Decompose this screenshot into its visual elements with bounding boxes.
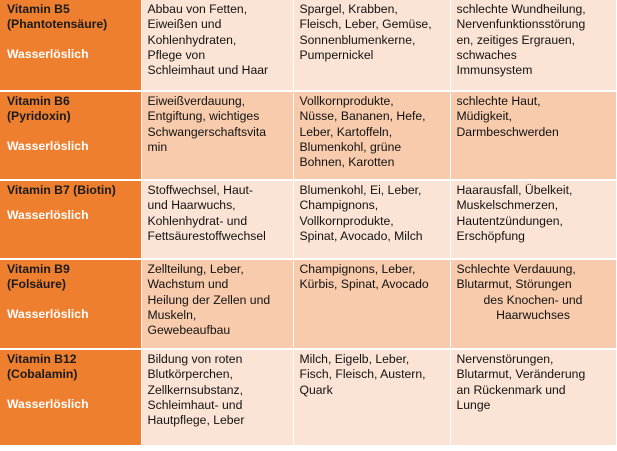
function-cell [141,91,293,180]
vitamin-name-cell [0,91,141,180]
sources-line: Spinat, Avocado, Milch [299,228,423,243]
sources-line: Leber, Kartoffeln, [299,124,393,139]
deficiency-cell [450,91,616,180]
sources-line: Blumenkohl, grüne [299,139,402,154]
sources-line: Fleisch, Leber, Gemüse, [299,17,432,32]
deficiency-cell [450,0,616,91]
deficiency-line: Erschöpfung [456,228,525,243]
function-line: Zellkernsubstanz, [147,382,244,397]
deficiency-line: schwaches [456,47,517,62]
function-line: Schleimhaut und Haar [147,63,269,78]
vitamin-name: Vitamin B6 [7,94,70,108]
solubility-label: Wasserlöslich [7,396,89,411]
function-line: Schwangerschaftsvita [147,124,267,139]
vitamin-alias: (Folsäure) [7,277,66,292]
function-line: Wachstum und [147,277,229,292]
deficiency-line: Blutarmut, Störungen [456,277,572,292]
vitamin-alias: (Pyridoxin) [7,109,71,124]
vitamin-name: Vitamin B7 (Biotin) [7,183,116,197]
deficiency-line: schlechte Wundheilung, [456,2,586,16]
solubility-label: Wasserlöslich [7,306,89,321]
function-line: Fettsäurestoffwechsel [147,228,266,243]
table-row-vitamin-b5 [0,0,616,91]
sources-line: Quark [299,382,333,397]
sources-line: Sonnenblumenkerne, [299,32,416,47]
sources-line: Bohnen, Karotten [299,155,395,170]
deficiency-line: Nervenfunktionsstörung [456,17,586,32]
vitamin-name: Vitamin B12 [7,352,77,366]
deficiency-cell [450,180,616,259]
sources-line: Champignons, [299,198,379,213]
function-line: Hautpflege, Leber [147,413,245,428]
function-line: Blutkörperchen, [147,367,233,382]
solubility-label: Wasserlöslich [7,46,89,61]
solubility-label: Wasserlöslich [7,138,89,153]
table-row-vitamin-b7 [0,180,616,259]
deficiency-line: Haarausfall, Übelkeit, [456,183,573,197]
sources-line: Vollkornprodukte, [299,213,394,228]
sources-line: Vollkornprodukte, [299,94,394,108]
function-line: Heilung der Zellen und [147,292,271,307]
function-line: Gewebeaufbau [147,323,231,338]
deficiency-line: schlechte Haut, [456,94,541,108]
sources-cell [293,0,450,91]
deficiency-line: Haarwuchses [496,307,570,322]
sources-cell [293,349,450,446]
function-cell [141,259,293,349]
table-row-vitamin-b12 [0,349,616,446]
sources-line: Nüsse, Bananen, Hefe, [299,109,426,124]
deficiency-line: des Knochen- und [483,292,583,307]
sources-line: Champignons, Leber, [299,262,416,276]
sources-line: Pumpernickel [299,47,374,62]
sources-line: Spargel, Krabben, [299,2,398,16]
function-line: Zellteilung, Leber, [147,262,244,276]
deficiency-line: Müdigkeit, [456,109,513,124]
function-line: Bildung von roten [147,352,243,366]
deficiency-line: Lunge [456,397,491,412]
function-line: Pflege von [147,47,206,62]
function-cell [141,180,293,259]
deficiency-cell [450,259,616,349]
table-row-vitamin-b9 [0,259,616,349]
deficiency-line: an Rückenmark und [456,382,566,397]
vitamin-alias: (Phantotensäure) [7,17,108,32]
function-line: Eiweißen und [147,17,222,32]
vitamin-name-cell [0,349,141,446]
deficiency-line: Immunsystem [456,63,533,78]
sources-cell [293,91,450,180]
deficiency-line: Darmbeschwerden [456,124,559,139]
deficiency-line: Schlechte Verdauung, [456,262,576,276]
vitamin-name-cell [0,180,141,259]
function-line: Abbau von Fetten, [147,2,248,16]
deficiency-line: en, zeitiges Ergrauen, [456,32,576,47]
sources-line: Kürbis, Spinat, Avocado [299,277,429,292]
deficiency-line: Blutarmut, Veränderung [456,367,586,382]
function-line: Kohlenhydrat- und [147,213,248,228]
vitamin-name-cell [0,0,141,91]
sources-cell [293,259,450,349]
deficiency-line: Nervenstörungen, [456,352,554,366]
function-line: min [147,139,168,154]
vitamin-name-cell [0,259,141,349]
deficiency-line: Muskelschmerzen, [456,198,559,213]
solubility-label: Wasserlöslich [7,208,89,223]
sources-line: Milch, Eigelb, Leber, [299,352,410,366]
vitamin-name: Vitamin B9 [7,262,70,276]
function-cell [141,349,293,446]
deficiency-cell [450,349,616,446]
vitamin-alias: (Cobalamin) [7,367,78,382]
vitamin-name: Vitamin B5 [7,2,70,16]
function-line: und Haarwuchs, [147,198,236,213]
table-row-vitamin-b6 [0,91,616,180]
function-line: Eiweißverdauung, [147,94,246,108]
function-cell [141,0,293,91]
function-line: Entgiftung, wichtiges [147,109,260,124]
sources-line: Blumenkohl, Ei, Leber, [299,183,422,197]
function-line: Kohlenhydraten, [147,32,237,47]
deficiency-line: Hautentzündungen, [456,213,563,228]
function-line: Schleimhaut- und [147,397,243,412]
sources-cell [293,180,450,259]
sources-line: Fisch, Fleisch, Austern, [299,367,426,382]
function-line: Stoffwechsel, Haut- [147,183,253,197]
function-line: Muskeln, [147,307,197,322]
